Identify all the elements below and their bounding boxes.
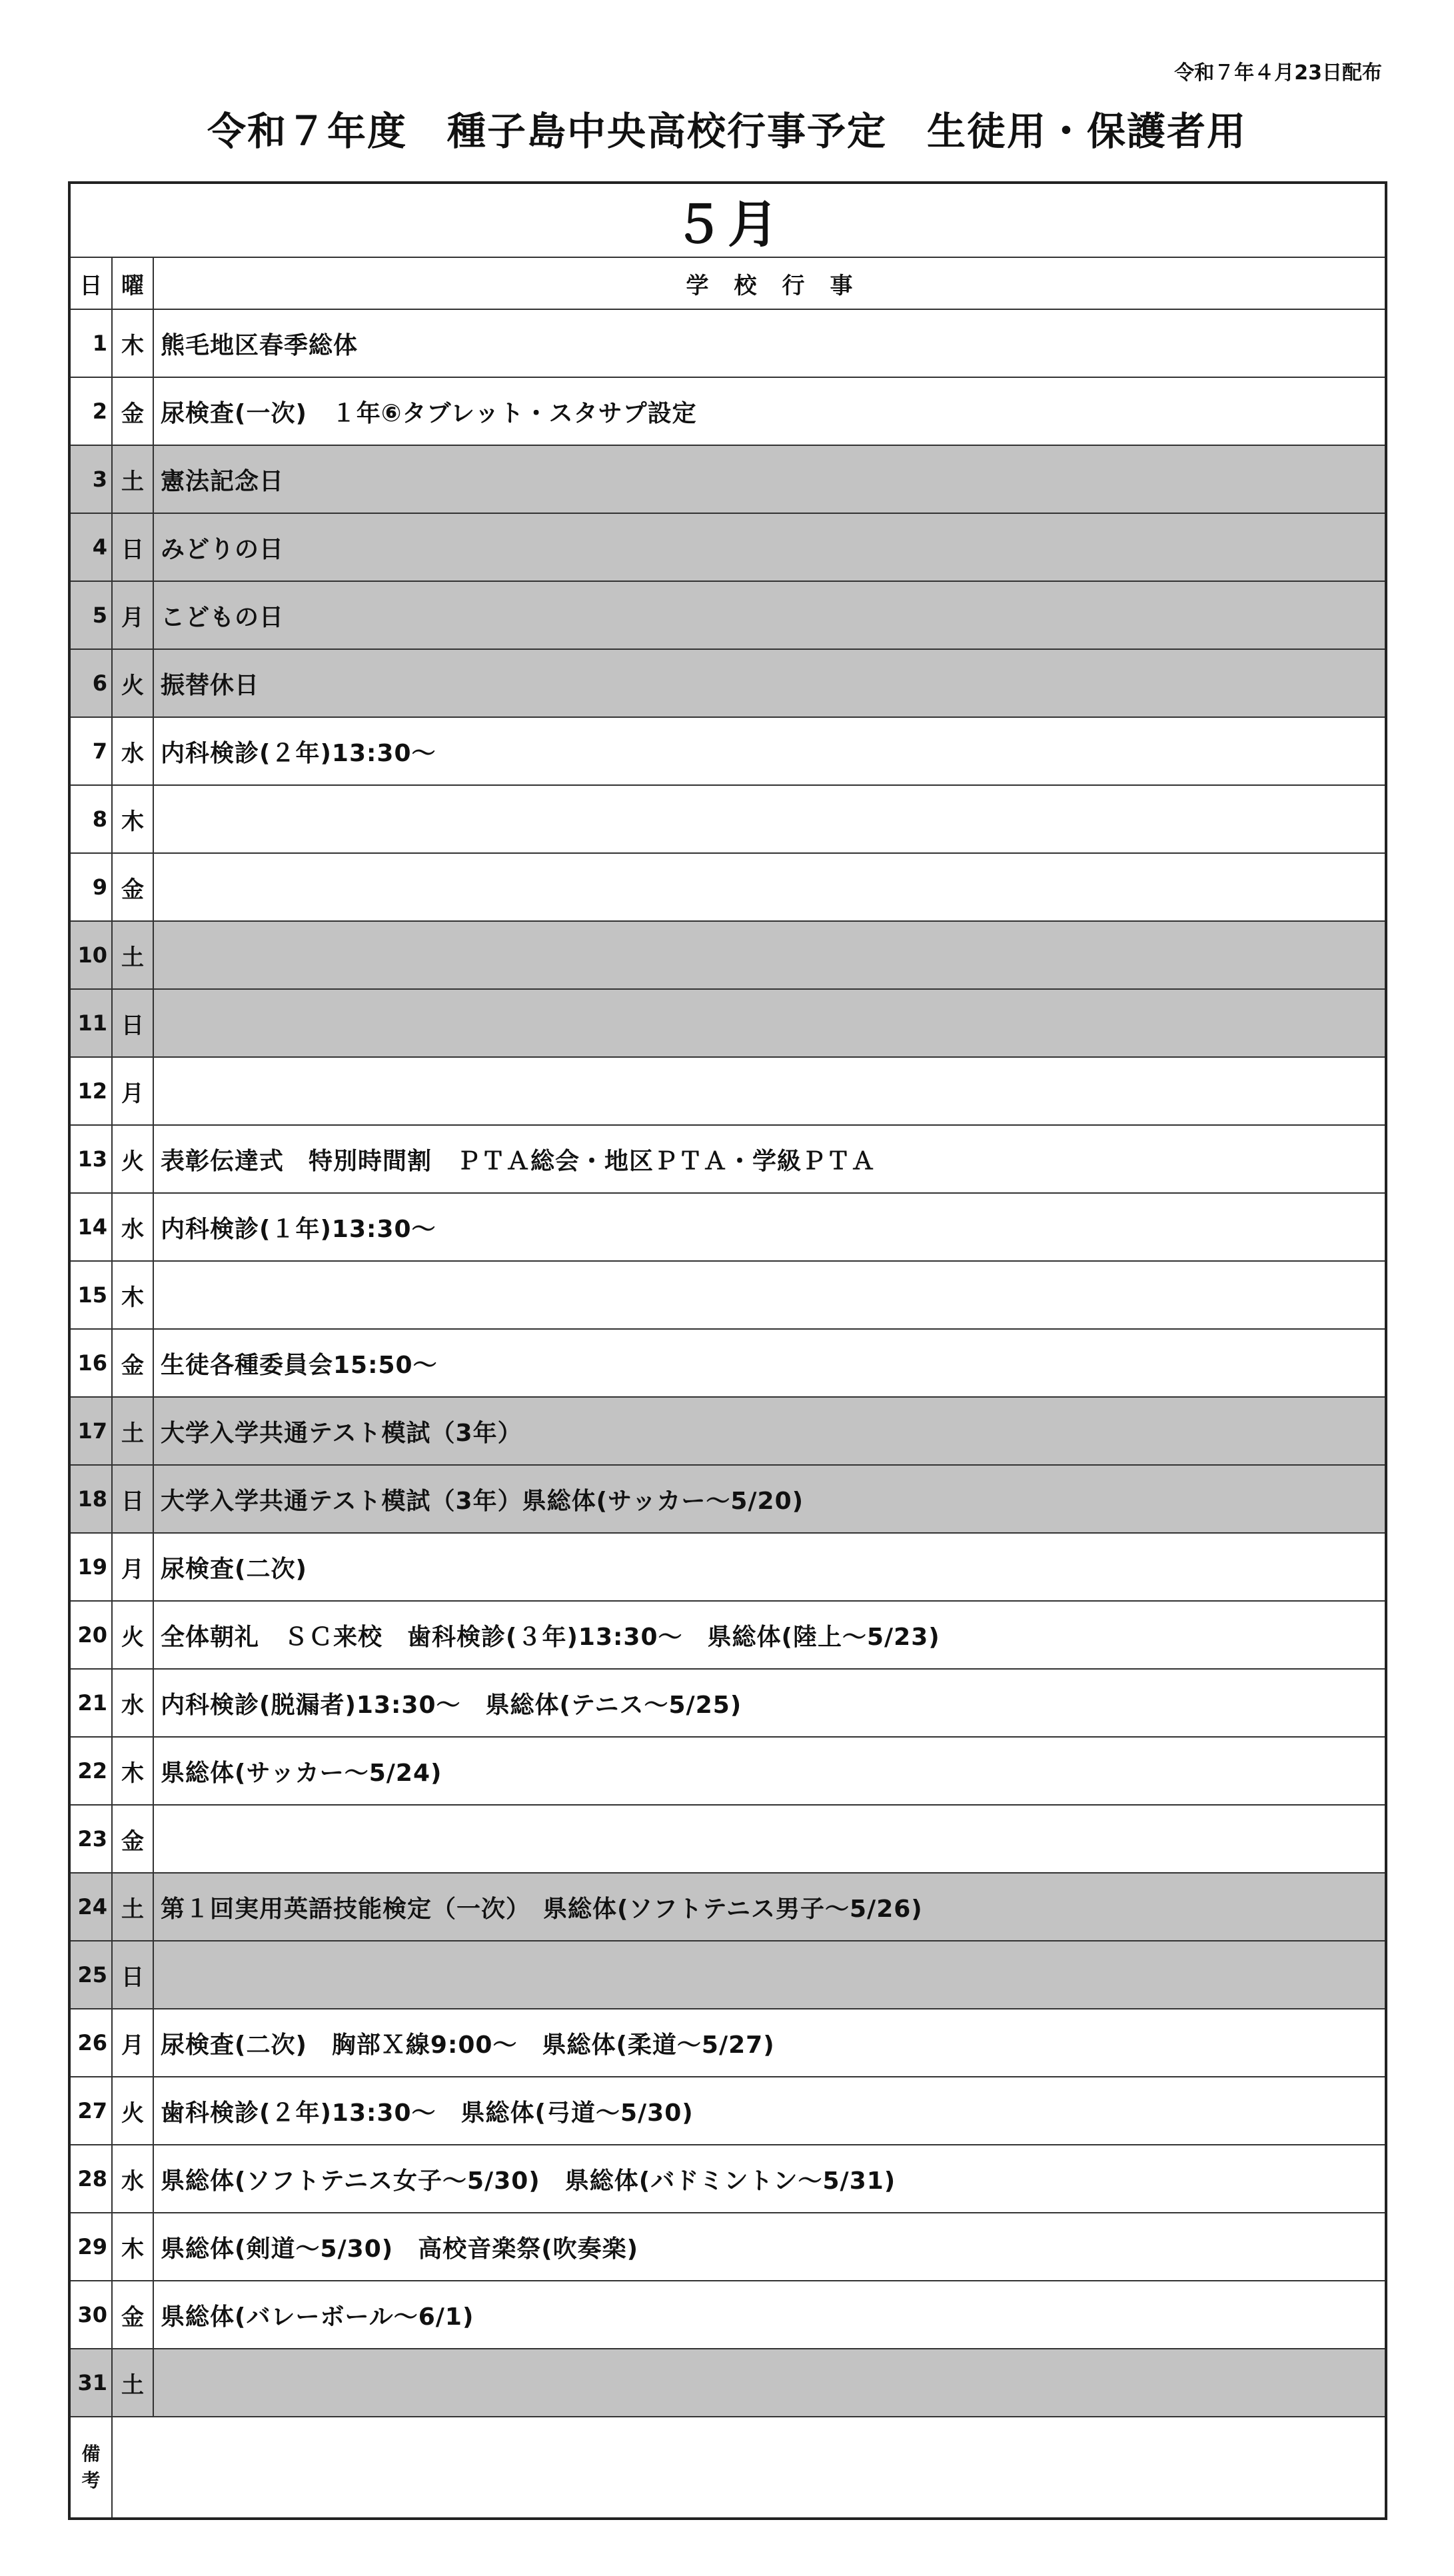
day-events: 振替休日 [153,649,1386,717]
day-number: 21 [69,1669,112,1737]
weekday: 日 [112,513,153,581]
page-title: 令和７年度 種子島中央高校行事予定 生徒用・保護者用 [207,109,1247,154]
day-events: 全体朝礼 ＳＣ来校 歯科検診(３年)13:30～ 県総体(陸上～5/23) [153,1601,1386,1669]
weekday: 水 [112,717,153,785]
day-events: 第１回実用英語技能検定（一次） 県総体(ソフトテニス男子～5/26) [153,1873,1386,1941]
day-row [69,513,1386,581]
weekday: 土 [112,921,153,989]
day-events: 大学入学共通テスト模試（3年）県総体(サッカー～5/20) [153,1465,1386,1533]
weekday: 木 [112,2213,153,2281]
weekday: 金 [112,2281,153,2349]
weekday: 日 [112,989,153,1057]
weekday: 金 [112,377,153,445]
day-row [69,717,1386,785]
day-events: こどもの日 [153,581,1386,649]
day-events [153,853,1386,921]
day-number: 24 [69,1873,112,1941]
day-row [69,1601,1386,1669]
day-events: 尿検査(一次) １年⑥タブレット・スタサプ設定 [153,377,1386,445]
weekday: 土 [112,1397,153,1465]
day-number: 19 [69,1533,112,1601]
day-events: 熊毛地区春季総体 [153,309,1386,377]
day-number: 25 [69,1941,112,2009]
day-number: 6 [69,649,112,717]
day-number: 4 [69,513,112,581]
notes-row [69,2417,1386,2519]
weekday: 日 [112,1465,153,1533]
day-row [69,2349,1386,2417]
day-events [153,921,1386,989]
day-events: みどりの日 [153,513,1386,581]
weekday: 月 [112,2009,153,2077]
weekday: 土 [112,2349,153,2417]
weekday: 水 [112,1193,153,1261]
day-row [69,309,1386,377]
day-row [69,1941,1386,2009]
day-events [153,785,1386,853]
notes-label-text: 備考 [81,2443,101,2491]
day-row [69,785,1386,853]
day-events [153,2349,1386,2417]
notes-cell [112,2417,1386,2519]
day-number: 17 [69,1397,112,1465]
weekday: 火 [112,1125,153,1193]
weekday: 金 [112,1329,153,1397]
day-number: 18 [69,1465,112,1533]
weekday: 月 [112,1533,153,1601]
day-row [69,1873,1386,1941]
day-row [69,1533,1386,1601]
day-row [69,853,1386,921]
weekday: 金 [112,853,153,921]
day-row [69,2145,1386,2213]
header-row [69,257,1386,309]
weekday: 火 [112,2077,153,2145]
day-number: 31 [69,2349,112,2417]
day-row [69,2281,1386,2349]
day-events: 大学入学共通テスト模試（3年） [153,1397,1386,1465]
notes-label [69,2417,112,2519]
day-events: 県総体(バレーボール～6/1) [153,2281,1386,2349]
weekday: 水 [112,2145,153,2213]
weekday: 木 [112,309,153,377]
day-events: 生徒各種委員会15:50～ [153,1329,1386,1397]
day-row [69,1057,1386,1125]
day-row [69,649,1386,717]
day-events: 県総体(ソフトテニス女子～5/30) 県総体(バドミントン～5/31) [153,2145,1386,2213]
day-number: 14 [69,1193,112,1261]
day-number: 15 [69,1261,112,1329]
day-events: 県総体(剣道～5/30) 高校音楽祭(吹奏楽) [153,2213,1386,2281]
day-events: 尿検査(二次) [153,1533,1386,1601]
day-number: 7 [69,717,112,785]
day-row [69,581,1386,649]
day-events: 憲法記念日 [153,445,1386,513]
day-number: 27 [69,2077,112,2145]
day-row [69,1669,1386,1737]
weekday: 日 [112,1941,153,2009]
day-events: 歯科検診(２年)13:30～ 県総体(弓道～5/30) [153,2077,1386,2145]
day-events: 表彰伝達式 特別時間割 ＰＴＡ総会・地区ＰＴＡ・学級ＰＴＡ [153,1125,1386,1193]
day-events: 内科検診(１年)13:30～ [153,1193,1386,1261]
day-row [69,2213,1386,2281]
day-number: 23 [69,1805,112,1873]
day-events [153,1057,1386,1125]
day-number: 9 [69,853,112,921]
day-number: 11 [69,989,112,1057]
day-row [69,1465,1386,1533]
weekday: 木 [112,1261,153,1329]
weekday: 金 [112,1805,153,1873]
day-events: 内科検診(２年)13:30～ [153,717,1386,785]
day-number: 16 [69,1329,112,1397]
day-row [69,1329,1386,1397]
day-number: 5 [69,581,112,649]
day-row [69,1193,1386,1261]
day-number: 29 [69,2213,112,2281]
day-number: 30 [69,2281,112,2349]
day-events: 内科検診(脱漏者)13:30～ 県総体(テニス～5/25) [153,1669,1386,1737]
events-column-header: 学校行事 [153,257,1386,309]
day-number: 2 [69,377,112,445]
day-events: 県総体(サッカー～5/24) [153,1737,1386,1805]
day-events [153,989,1386,1057]
day-row [69,2009,1386,2077]
weekday: 水 [112,1669,153,1737]
day-row [69,1737,1386,1805]
weekday: 火 [112,1601,153,1669]
day-row [69,1397,1386,1465]
day-number: 10 [69,921,112,989]
weekday: 月 [112,581,153,649]
schedule-table [68,181,1387,2520]
day-row [69,2077,1386,2145]
weekday: 火 [112,649,153,717]
day-row [69,989,1386,1057]
day-number: 3 [69,445,112,513]
day-row [69,1261,1386,1329]
day-number: 26 [69,2009,112,2077]
day-row [69,921,1386,989]
weekday: 木 [112,1737,153,1805]
day-events [153,1261,1386,1329]
day-row [69,1125,1386,1193]
day-number: 28 [69,2145,112,2213]
weekday-column-header: 曜 [112,257,153,309]
day-events: 尿検査(二次) 胸部Ｘ線9:00～ 県総体(柔道～5/27) [153,2009,1386,2077]
day-number: 13 [69,1125,112,1193]
day-events [153,1941,1386,2009]
weekday: 土 [112,445,153,513]
weekday: 土 [112,1873,153,1941]
day-number: 22 [69,1737,112,1805]
month-heading: ５月 [69,183,1386,257]
day-number: 8 [69,785,112,853]
day-row [69,377,1386,445]
day-row [69,445,1386,513]
schedule-body [69,309,1386,2417]
weekday: 月 [112,1057,153,1125]
day-number: 20 [69,1601,112,1669]
day-number: 1 [69,309,112,377]
day-events [153,1805,1386,1873]
day-column-header: 日 [69,257,112,309]
day-number: 12 [69,1057,112,1125]
day-row [69,1805,1386,1873]
distribution-date: 令和７年４月23日配布 [1174,61,1382,85]
weekday: 木 [112,785,153,853]
